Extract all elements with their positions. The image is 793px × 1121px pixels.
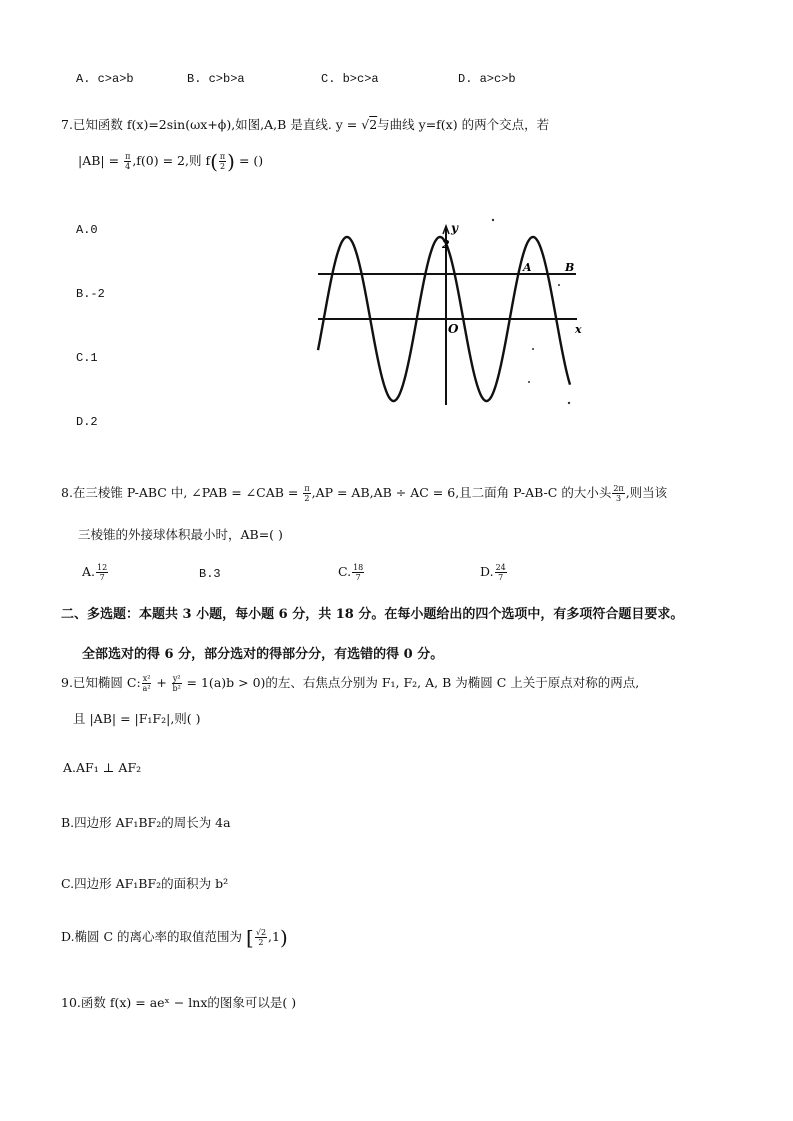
q9-stem-text-a: 9.已知椭圆 C: [61,675,141,690]
scan-speck [532,348,534,350]
q8-stem-line1 [61,484,667,503]
q7-stem-line1 [61,117,549,133]
scan-speck [558,284,560,286]
q6-option-a: A. c>a>b [76,72,134,86]
q9-stem-line2: 且 |AB| = |F₁F₂|,则( ) [73,711,201,726]
q9-option-d: D.椭圆 C 的离心率的取值范围为 [ $\frac{√2}{2}$ ,1) [61,925,288,950]
q7-stem-text-b: 与曲线 y=f(x) 的两个交点，若 [377,117,550,132]
q9-stem-text-b: = 1(a)b > 0)的左、右焦点分别为 F₁, F₂, A, B 为椭圆 C 上关于原点对称的两点, [182,675,640,690]
sqrt-arg: 2 [369,117,378,132]
q6-option-d: D. a>c>b [458,72,516,86]
q7-option-d: D.2 [76,415,98,429]
q7-option-a: A.0 [76,223,98,237]
q7-option-c: C.1 [76,351,98,365]
q8-option-a: A. $\frac{12}{7}$ [82,563,108,582]
graph-label-b: B [565,261,575,274]
q9-option-a: A.AF₁ ⊥ AF₂ [63,760,142,775]
q8-stem-text-a: 8.在三棱锥 P-ABC 中, ∠PAB = ∠CAB = [61,485,303,500]
sqrt-symbol: √2 [361,117,378,132]
q8-stem-text-c: ,则当该 [625,485,668,500]
section2-heading: 二、多选题：本题共 3 小题，每小题 6 分，共 18 分。在每小题给出的四个选项中，有多项符合题目要求。 [61,607,684,622]
q9-option-b: B.四边形 AF₁BF₂的周长为 4a [61,815,231,830]
q7-stem-text-a: 7.已知函数 f(x)=2sin(ωx+ϕ),如图,A,B 是直线. y = [61,117,362,132]
q9-frac-x2-a2: $\frac{\text{x²}}{\text{a²}}$ [142,674,151,693]
q8-frac-pi-2: $\frac{\pi}{2}$ [304,484,310,503]
q7-answer-blank: = () [234,153,264,168]
scan-speck [492,219,494,221]
scan-speck [528,381,530,383]
q8-option-d: D. $\frac{24}{7}$ [480,563,506,582]
q7-frac-pi-4: $\frac{\pi}{4}$ [125,152,131,171]
q6-option-b: B. c>b>a [187,72,245,86]
q9-stem-line1: 9.已知椭圆 C: $\frac{\text{x²}}{\text{a²}}$ + $\frac{\text{y²}}{\text{b²}}$ = 1(a)b > 0)的左、右焦点分别为 F₁, F₂, A, B 为椭圆 C 上关于原点对称的两点, [61,674,640,693]
q8-stem-line2: 三棱锥的外接球体积最小时，AB=( ) [78,527,283,542]
graph-label-origin: O [448,322,459,336]
sine-graph [312,210,590,410]
q9-frac-y2-b2: $\frac{\text{y²}}{\text{b²}}$ [172,674,181,693]
scan-speck [568,402,570,404]
q9-frac-sqrt2-2: $\frac{√2}{2}$ [255,928,267,947]
q6-option-c: C. b>c>a [321,72,379,86]
q7-option-b: B.-2 [76,287,105,301]
q9-option-c: C.四边形 AF₁BF₂的面积为 b² [61,876,229,891]
graph-label-x: x [575,323,582,336]
q8-stem-text-b: ,AP = AB,AB ÷ AC = 6,且二面角 P-AB-C 的大小头 [311,485,612,500]
q8-option-c: C. $\frac{18}{7}$ [338,563,364,582]
section2-instructions: 全部选对的得 6 分，部分选对的得部分分，有选错的得 0 分。 [82,647,444,662]
graph-label-y: y [451,221,458,235]
q7-ab-text: |AB| = [78,153,124,168]
q7-cond-text: ,f(0) = 2,则 f [132,153,211,168]
q8-frac-2pi-3: $\frac{2\pi}{3}$ [613,484,624,503]
graph-label-2: 2 [442,238,450,251]
q8-option-b: B.3 [199,567,221,581]
q10-stem: 10.函数 f(x) = aeˣ − lnx的图象可以是( ) [61,995,297,1010]
q7-stem-line2: |AB| = $\frac{\pi}{4}$ ,f(0) = 2,则 f( $\frac{\pi}{2}$ ) = () [78,149,264,174]
graph-label-a: A [523,261,532,274]
q9-option-d-text: D.椭圆 C 的离心率的取值范围为 [61,929,247,944]
q7-frac-pi-2: $\frac{\pi}{2}$ [219,152,226,171]
